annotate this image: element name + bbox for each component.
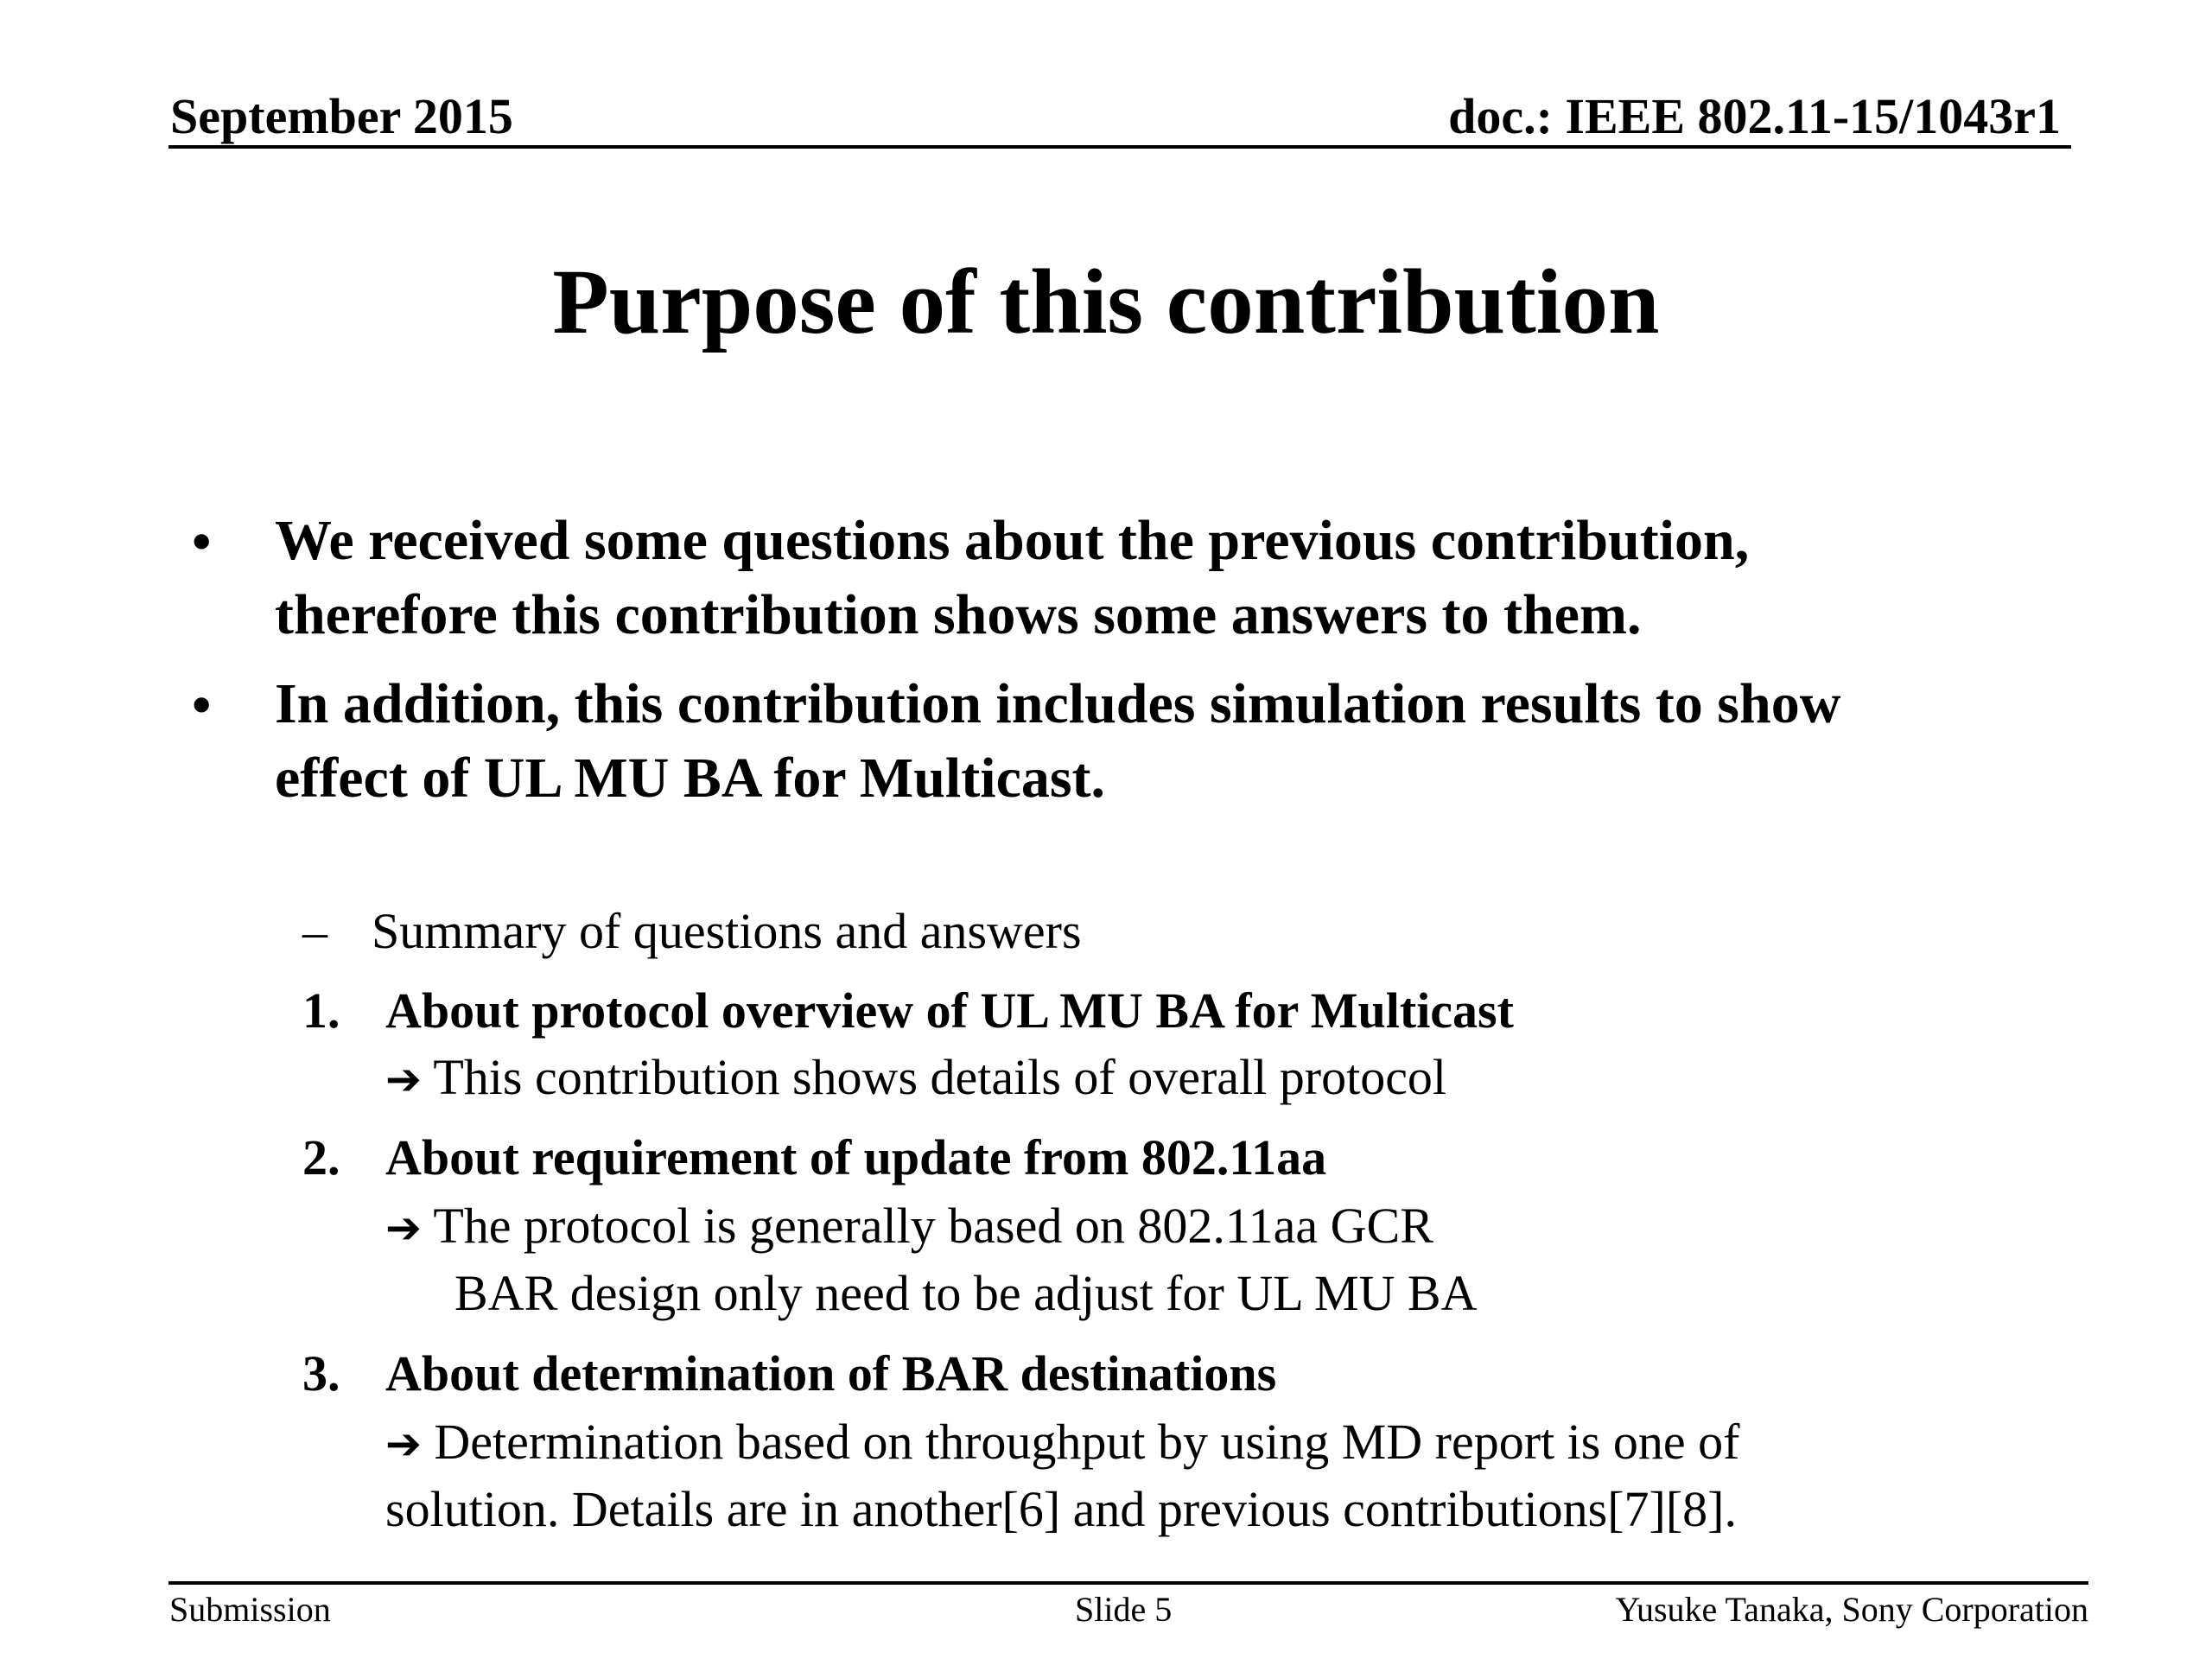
sub-bullet-marker: – xyxy=(302,903,327,959)
footer-divider xyxy=(168,1581,2088,1585)
bullet-2-line-2: effect of UL MU BA for Multicast. xyxy=(275,747,1106,810)
item-2-answer-line-1: The protocol is generally based on 802.11aa GCR xyxy=(433,1198,1433,1254)
bullet-marker: • xyxy=(192,674,212,735)
item-3-answer xyxy=(385,1408,1739,1478)
item-2-number: 2. xyxy=(302,1129,340,1185)
summary-heading: Summary of questions and answers xyxy=(372,903,1082,959)
item-1-number: 1. xyxy=(302,982,340,1039)
item-3-number: 3. xyxy=(302,1345,340,1402)
item-2-title: About requirement of update from 802.11aa xyxy=(385,1129,1327,1185)
bullet-1-line-2: therefore this contribution shows some answers to them. xyxy=(275,583,1642,646)
header-divider xyxy=(168,145,2071,149)
item-1-title: About protocol overview of UL MU BA for Multicast xyxy=(385,982,1514,1039)
arrow-right-icon: ➔ xyxy=(385,1054,422,1104)
item-1-answer-line-1: This contribution shows details of overall protocol xyxy=(433,1049,1447,1105)
item-1-answer xyxy=(385,1044,1446,1113)
header-date: September 2015 xyxy=(170,88,513,144)
item-3-answer-line-2: solution. Details are in another[6] and previous contributions[7][8]. xyxy=(385,1481,1737,1537)
bullet-1-line-1: We received some questions about the previous contribution, xyxy=(275,509,1750,572)
item-3-answer-line-1: Determination based on throughput by using MD report is one of xyxy=(434,1414,1740,1470)
item-2-answer-line-2: BAR design only need to be adjust for UL MU BA xyxy=(454,1265,1478,1321)
item-3-title: About determination of BAR destinations xyxy=(385,1345,1277,1402)
bullet-marker: • xyxy=(192,511,212,572)
header-doc-number: doc.: IEEE 802.11-15/1043r1 xyxy=(1448,88,2061,144)
slide-title: Purpose of this contribution xyxy=(552,251,1660,353)
footer-author: Yusuke Tanaka, Sony Corporation xyxy=(1615,1590,2088,1629)
arrow-right-icon: ➔ xyxy=(385,1419,422,1469)
bullet-2-line-1: In addition, this contribution includes simulation results to show xyxy=(275,672,1841,735)
footer-slide-number: Slide 5 xyxy=(1075,1590,1173,1629)
arrow-right-icon: ➔ xyxy=(385,1203,422,1253)
item-2-answer xyxy=(385,1192,1433,1262)
footer-submission: Submission xyxy=(169,1590,331,1629)
